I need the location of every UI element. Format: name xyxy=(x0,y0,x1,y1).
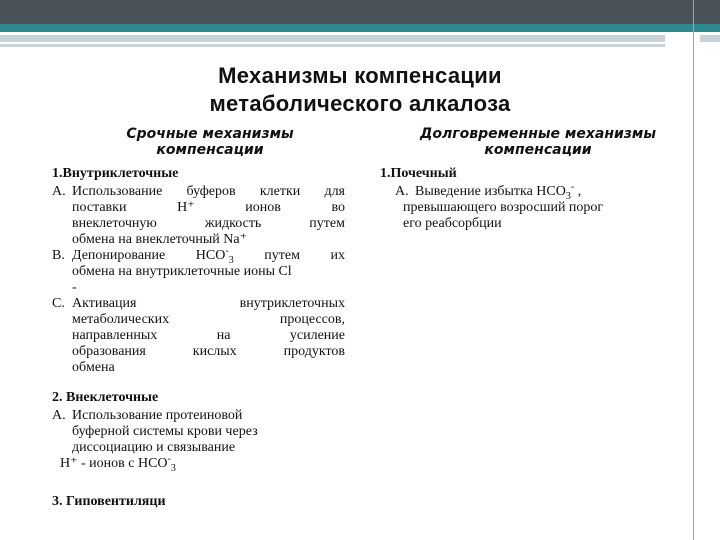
superscript: - xyxy=(167,453,171,465)
item-line: буферной системы крови через xyxy=(72,424,258,439)
right-heading-line1: Долговременные механизмы xyxy=(419,126,657,142)
item-text xyxy=(415,181,685,202)
item-extracellular-a-last-line xyxy=(60,453,340,480)
left-column-heading xyxy=(80,126,340,158)
header-bar-light xyxy=(0,35,665,42)
item-line: метаболических процессов, xyxy=(72,312,345,327)
section-hypoventilation: 3. Гиповентиляци xyxy=(52,494,166,509)
right-divider-line xyxy=(693,0,694,540)
left-heading-line2: компенсации xyxy=(156,142,264,158)
item-text xyxy=(72,408,345,456)
subscript: 3 xyxy=(565,190,571,202)
item-intracellular-b xyxy=(52,245,345,296)
right-column-heading xyxy=(378,126,698,158)
item-text xyxy=(72,245,345,296)
item-marker: A. xyxy=(52,408,66,423)
subscript: 3 xyxy=(228,254,234,266)
item-line xyxy=(415,181,685,202)
item-line: обмена на внутриклеточные ионы Cl xyxy=(72,264,292,279)
left-heading-line1: Срочные механизмы xyxy=(126,126,294,142)
item-line-part: Н⁺ - ионов с НСО xyxy=(60,456,168,471)
item-line: обмена на внеклеточный Na⁺ xyxy=(72,232,248,247)
section-extracellular: 2. Внеклеточные xyxy=(52,390,159,405)
item-line-part: путем их xyxy=(233,248,345,263)
slide-title-line1: Механизмы компенсации xyxy=(218,63,502,88)
header-bar-dark xyxy=(0,0,720,24)
item-line: образования кислых продуктов xyxy=(72,344,345,359)
right-heading-line2: компенсации xyxy=(484,142,592,158)
item-line-part: Выведение избытка НСО xyxy=(415,184,566,199)
slide-title xyxy=(120,62,600,118)
item-renal-a-continued xyxy=(403,200,693,234)
item-line: его реабсорбции xyxy=(403,216,502,231)
item-line xyxy=(72,245,345,266)
item-line: внеклеточную жидкость путем xyxy=(72,216,345,231)
item-text xyxy=(72,184,345,248)
section-renal: 1.Почечный xyxy=(380,166,457,181)
item-line: Использование протеиновой xyxy=(72,408,243,423)
item-line: Активация внутриклеточных xyxy=(72,296,345,311)
item-marker: C. xyxy=(52,296,65,311)
item-line: превышающего возросший порог xyxy=(403,200,604,215)
item-line: направленных на усиление xyxy=(72,328,345,343)
superscript: - xyxy=(570,181,575,193)
item-line-part: , xyxy=(574,184,582,199)
item-marker: A. xyxy=(52,184,66,199)
item-line: обмена xyxy=(72,360,115,375)
item-marker: A. xyxy=(395,184,409,199)
item-line: Использование буферов клетки для xyxy=(72,184,345,199)
item-text xyxy=(72,296,345,376)
section-intracellular: 1.Внутриклеточные xyxy=(52,166,179,181)
item-intracellular-c xyxy=(52,296,345,376)
header-tick xyxy=(700,35,720,42)
slide-title-line2: метаболического алкалоза xyxy=(209,91,511,116)
item-line: поставки Н⁺ ионов во xyxy=(72,200,345,215)
header-bar-light-thin xyxy=(0,44,665,47)
header-bar-accent xyxy=(0,24,720,32)
item-line: диссоциацию и связывание xyxy=(72,440,236,455)
item-line: - xyxy=(72,280,77,295)
superscript: - xyxy=(225,245,229,257)
item-marker: B. xyxy=(52,248,65,263)
item-line-part: Депонирование НСО xyxy=(72,248,226,263)
item-intracellular-a xyxy=(52,184,345,248)
subscript: 3 xyxy=(170,462,176,474)
